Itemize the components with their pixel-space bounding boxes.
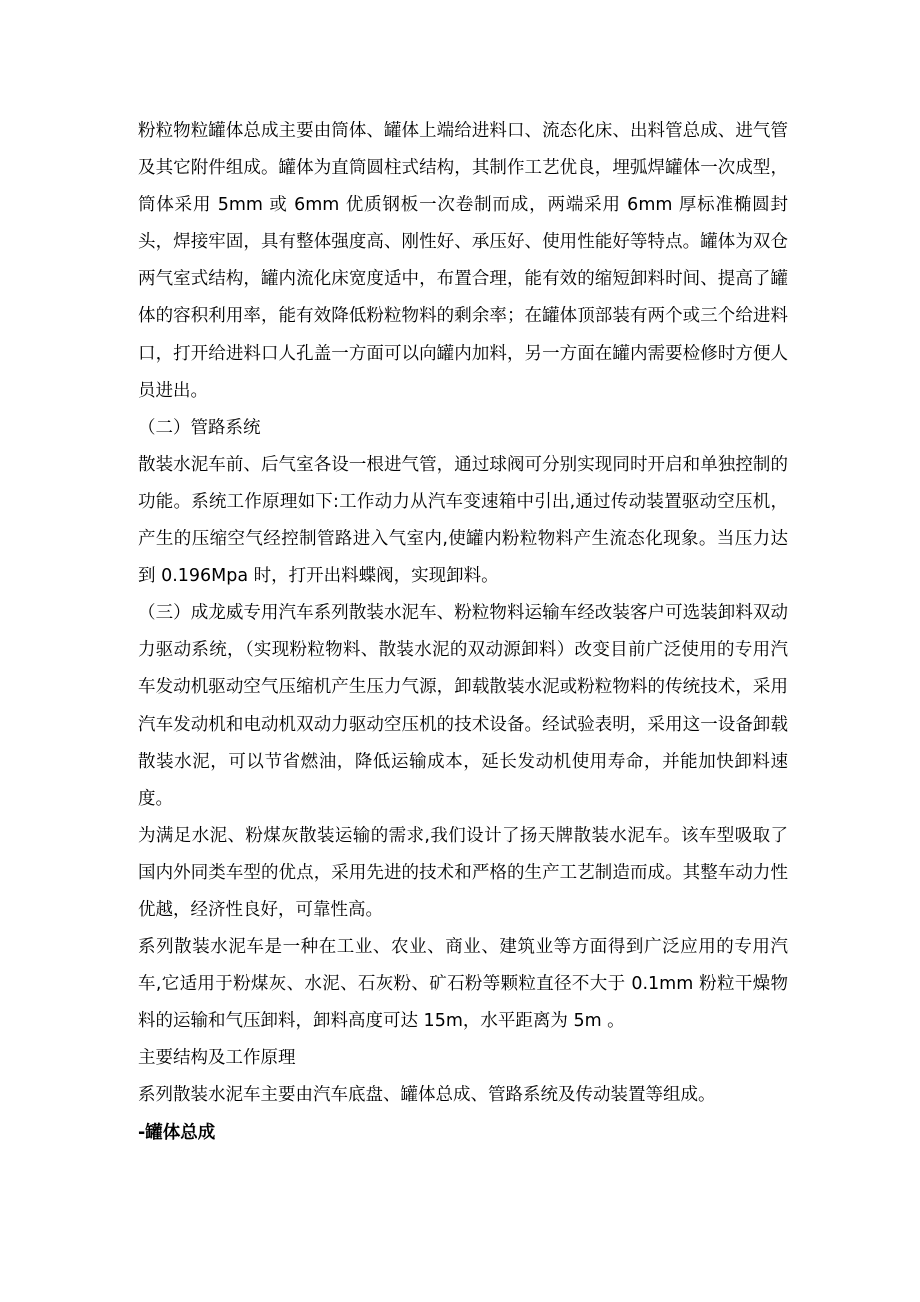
paragraph-piping-description: 散装水泥车前、后气室各设一根进气管，通过球阀可分别实现同时开启和单独控制的功能。系统工作原理如下:工作动力从汽车变速箱中引出,通过传动装置驱动空压机，产生的压缩空气经控制管路进入气室内,使罐内粉粒物料产生流态化现象。当压力达到 0.196Mpa 时，打开出料蝶阀，实现卸料。 [138, 454, 788, 587]
paragraph-yangtian-cement-truck: 为满足水泥、粉煤灰散装运输的需求,我们设计了扬天牌散装水泥车。该车型吸取了国内外同类车型的优点，采用先进的技术和严格的生产工艺制造而成。其整车动力性优越，经济性良好，可靠性高。 [138, 825, 788, 920]
heading-tank-assembly: -罐体总成 [138, 1122, 216, 1143]
paragraph-structure-components: 系列散装水泥车主要由汽车底盘、罐体总成、管路系统及传动装置等组成。 [138, 1085, 716, 1106]
paragraph-tank-assembly: 粉粒物粒罐体总成主要由筒体、罐体上端给进料口、流态化床、出料管总成、进气管及其它附件组成。罐体为直筒圆柱式结构，其制作工艺优良，埋弧焊罐体一次成型，筒体采用 5mm 或 6mm 优质钢板一次卷制而成，两端采用 6mm 厚标准椭圆封头，焊接牢固，具有整体强度高、刚性好、承压好、使用性能好等特点。罐体为双仓两气室式结构，罐内流化床宽度适中，布置合理，能有效的缩短卸料时间、提高了罐体的容积利用率，能有效降低粉粒物料的剩余率；在罐体顶部装有两个或三个给进料口，打开给进料口人孔盖一方面可以向罐内加料，另一方面在罐内需要检修时方便人员进出。 [138, 121, 788, 401]
paragraph-applications: 系列散装水泥车是一种在工业、农业、商业、建筑业等方面得到广泛应用的专用汽车,它适用于粉煤灰、水泥、石灰粉、矿石粉等颗粒直径不大于 0.1mm 粉粒干燥物料的运输和气压卸料，卸料高度可达 15m，水平距离为 5m 。 [138, 937, 788, 1032]
paragraph-dual-power-system: （三）成龙威专用汽车系列散装水泥车、粉粒物料运输车经改装客户可选装卸料双动力驱动系统，（实现粉粒物料、散装水泥的双动源卸料）改变目前广泛使用的专用汽车发动机驱动空气压缩机产生压力气源，卸载散装水泥或粉粒物料的传统技术，采用汽车发动机和电动机双动力驱动空压机的技术设备。经试验表明，采用这一设备卸载散装水泥，可以节省燃油，降低运输成本，延长发动机使用寿命，并能加快卸料速度。 [138, 603, 788, 809]
document-body [138, 113, 788, 1152]
heading-main-structure: 主要结构及工作原理 [138, 1048, 296, 1069]
heading-piping-system: （二）管路系统 [138, 417, 261, 438]
